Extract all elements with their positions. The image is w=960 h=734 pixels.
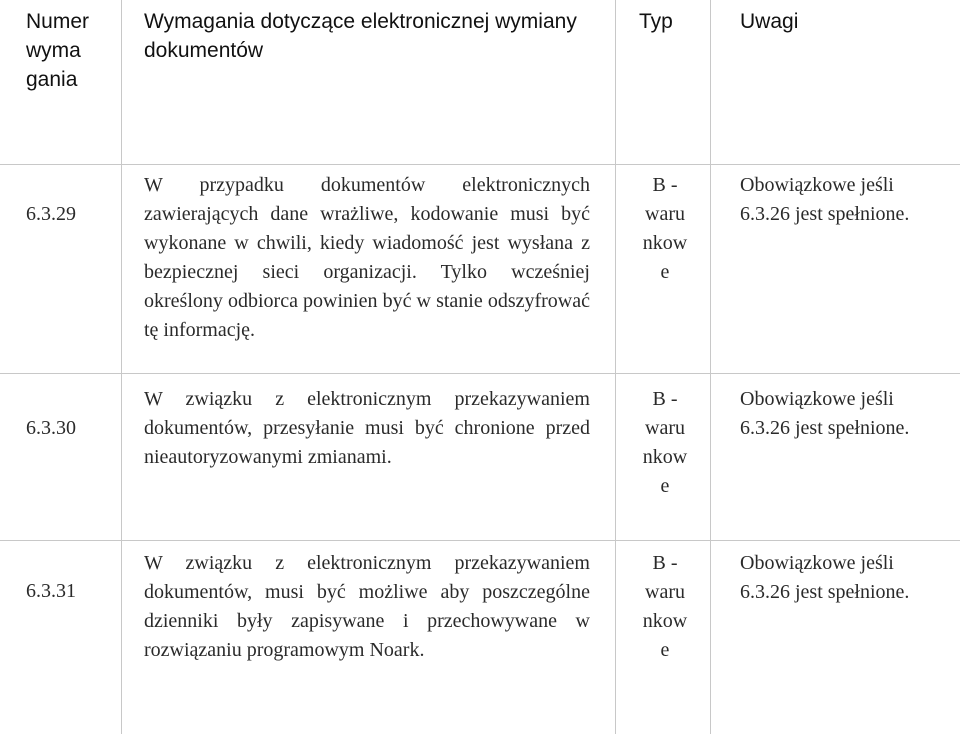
column-divider-3 — [710, 0, 711, 734]
row-1-notes: Obowiązkowe jeśli 6.3.26 jest spełnione. — [740, 174, 910, 225]
row-3-type: B - waru nkow e — [642, 552, 688, 661]
row-2-notes: Obowiązkowe jeśli 6.3.26 jest spełnione. — [740, 388, 910, 439]
column-divider-1 — [121, 0, 122, 734]
column-divider-2 — [615, 0, 616, 734]
row-3-number: 6.3.31 — [26, 580, 76, 602]
header-number: Numer wyma gania — [26, 10, 90, 91]
row-divider-3 — [0, 540, 960, 541]
row-3-notes: Obowiązkowe jeśli 6.3.26 jest spełnione. — [740, 552, 910, 603]
header-requirement: Wymagania dotyczące elektronicznej wymiany dokumentów — [144, 10, 577, 62]
row-1-number: 6.3.29 — [26, 203, 76, 225]
row-2-requirement: W związku z elektronicznym przekazywaniem dokumentów, przesyłanie musi być chronione przed nieautoryzowanymi zmianami. — [144, 388, 590, 468]
row-2-type: B - waru nkow e — [642, 388, 688, 497]
row-1-requirement: W przypadku dokumentów elektronicznych zawierających dane wrażliwe, kodowanie musi być wykonane w chwili, kiedy wiadomość jest wysłana z bezpiecznej sieci organizacji. Tylko wcześniej określony odbiorca powinien być w stanie odszyfrować tę informację. — [144, 174, 590, 341]
header-notes: Uwagi — [740, 10, 799, 33]
row-divider-2 — [0, 373, 960, 374]
row-divider-1 — [0, 164, 960, 165]
header-type: Typ — [639, 10, 673, 33]
row-1-type: B - waru nkow e — [642, 174, 688, 283]
row-3-requirement: W związku z elektronicznym przekazywaniem dokumentów, musi być możliwe aby poszczególne dzienniki były zapisywane i przechowywane w rozwiązaniu programowym Noark. — [144, 552, 590, 661]
row-2-number: 6.3.30 — [26, 417, 76, 439]
